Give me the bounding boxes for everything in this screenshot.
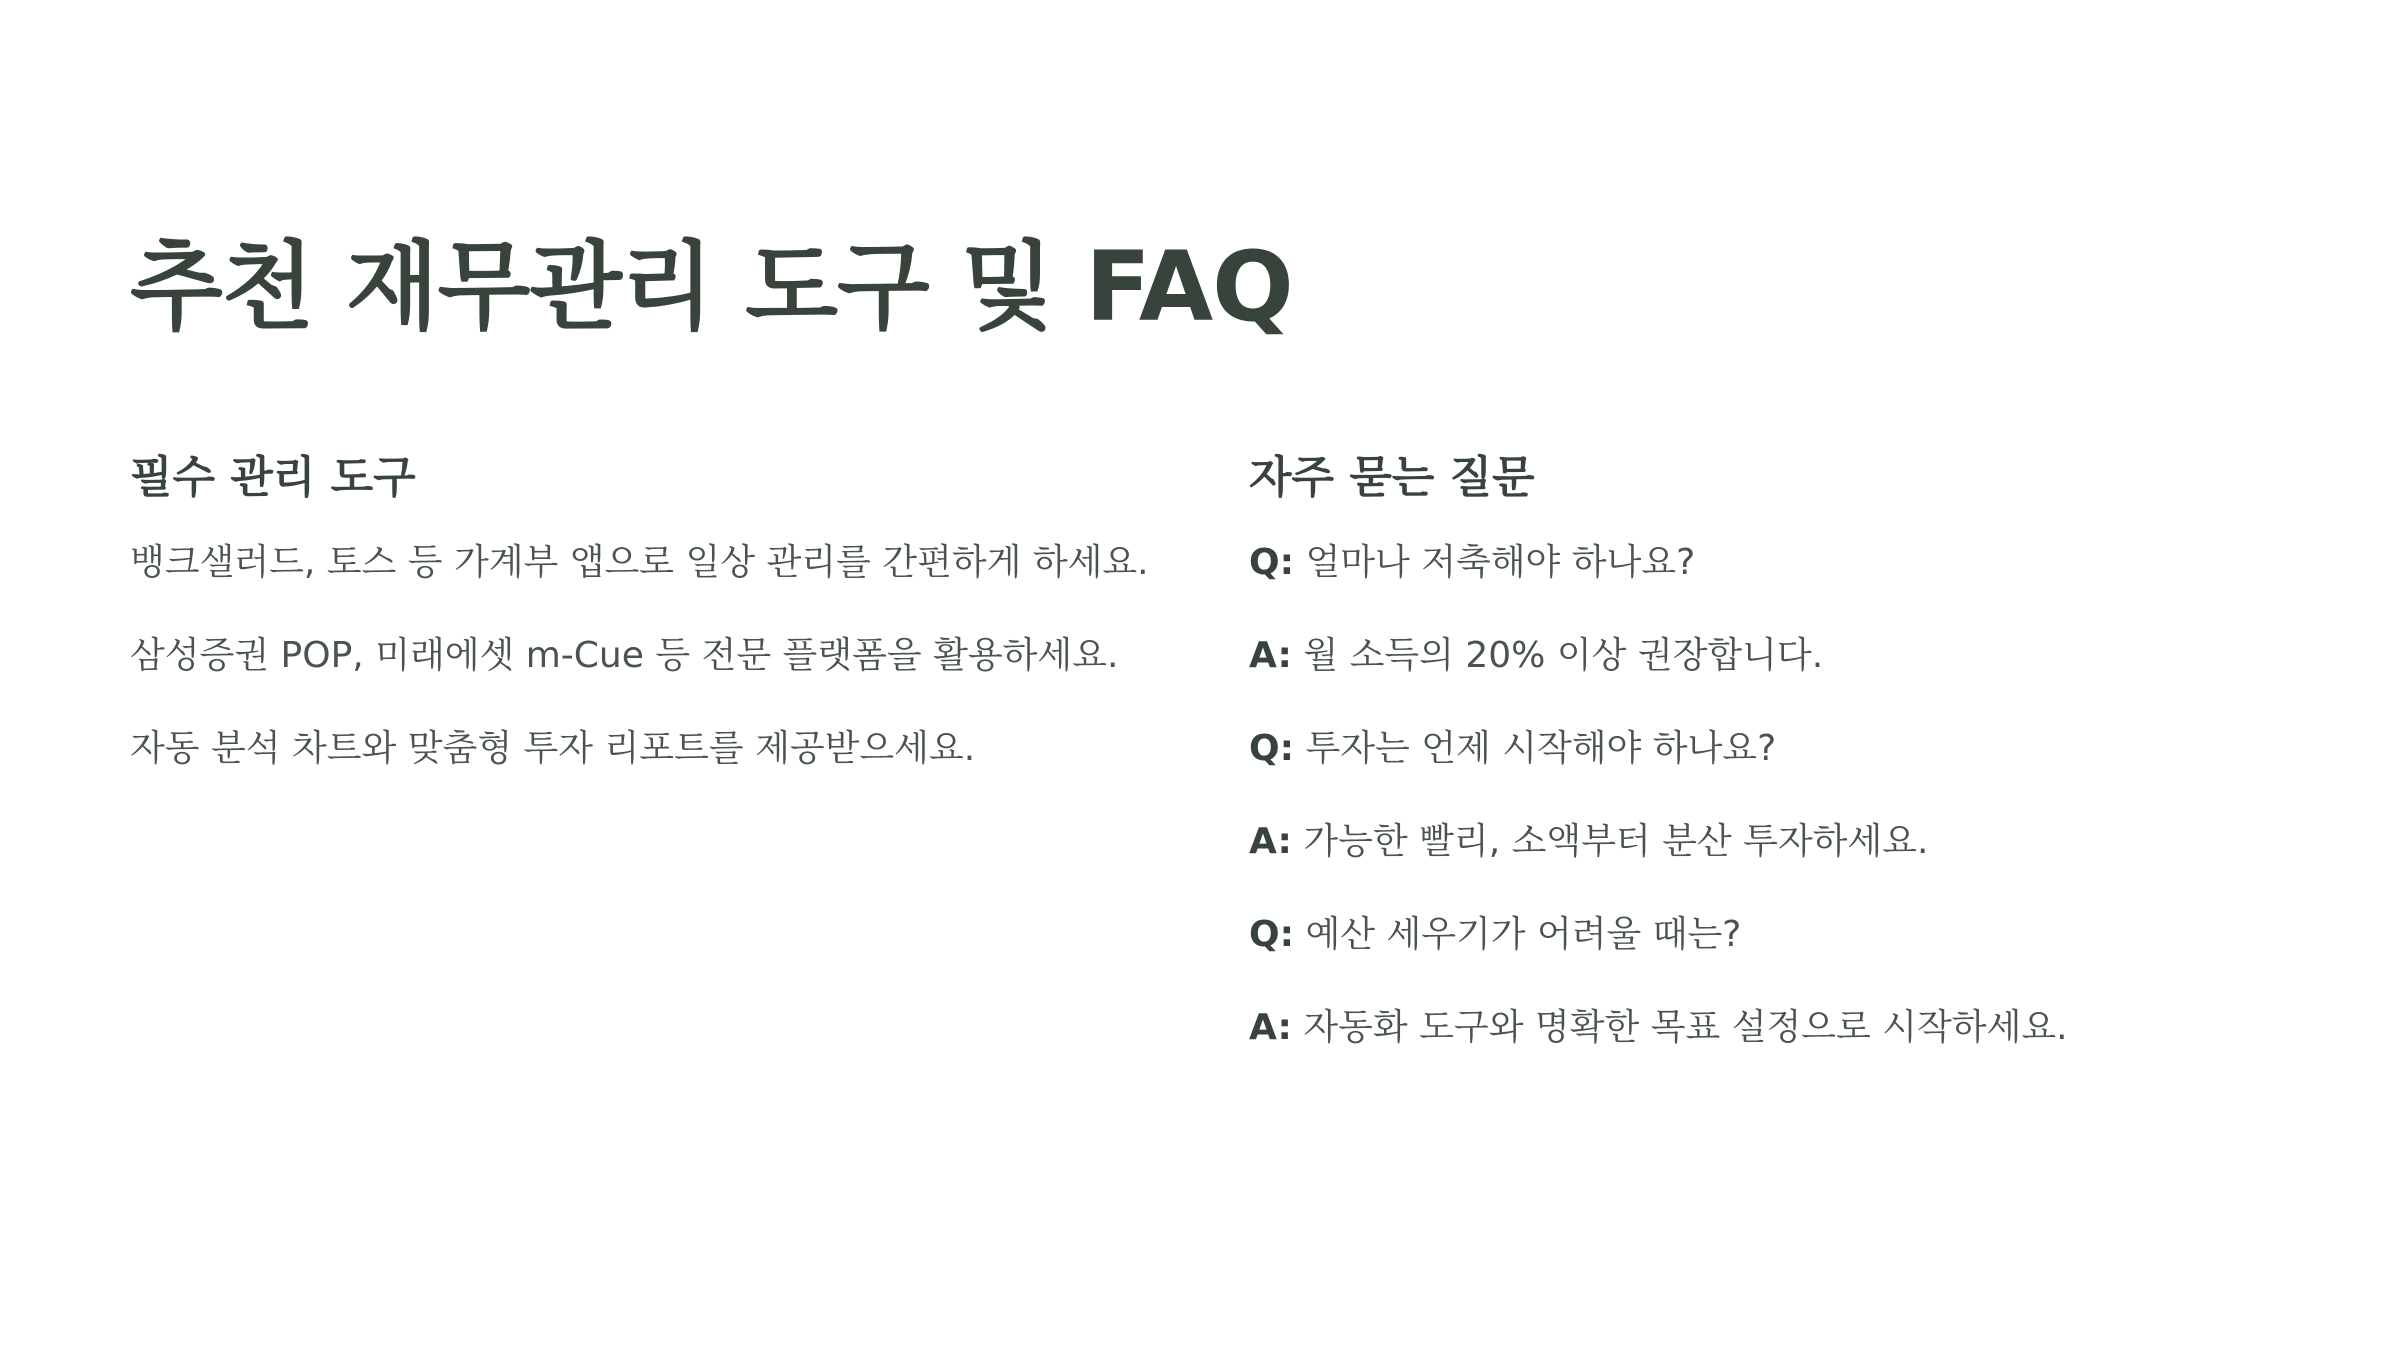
faq-answer <box>1249 1003 2329 1096</box>
faq-answer <box>1249 817 2329 910</box>
question-text: 투자는 언제 시작해야 하나요? <box>1294 728 1777 769</box>
answer-prefix: A: <box>1249 821 1292 862</box>
question-prefix: Q: <box>1249 728 1294 769</box>
faq-answer <box>1249 631 2329 724</box>
answer-text: 자동화 도구와 명확한 목표 설정으로 시작하세요. <box>1291 1007 2068 1048</box>
tools-section <box>130 448 1210 817</box>
faq-list <box>1249 538 2329 1096</box>
tools-heading: 필수 관리 도구 <box>130 452 416 503</box>
answer-text: 가능한 빨리, 소액부터 분산 투자하세요. <box>1291 821 1929 862</box>
faq-question <box>1249 538 2329 631</box>
answer-text: 월 소득의 20% 이상 권장합니다. <box>1291 635 1824 676</box>
question-prefix: Q: <box>1249 542 1294 583</box>
tool-item: 자동 분석 차트와 맞춤형 투자 리포트를 제공받으세요. <box>130 728 976 769</box>
faq-question <box>1249 910 2329 1003</box>
faq-section <box>1249 448 2329 1096</box>
tool-item: 뱅크샐러드, 토스 등 가계부 앱으로 일상 관리를 간편하게 하세요. <box>130 542 1149 583</box>
question-text: 얼마나 저축해야 하나요? <box>1294 542 1696 583</box>
question-text: 예산 세우기가 어려울 때는? <box>1294 914 1742 955</box>
slide-title: 추천 재무관리 도구 및 FAQ <box>130 231 1293 343</box>
tools-list <box>130 538 1210 817</box>
question-prefix: Q: <box>1249 914 1294 955</box>
tool-item: 삼성증권 POP, 미래에셋 m-Cue 등 전문 플랫폼을 활용하세요. <box>130 635 1119 676</box>
answer-prefix: A: <box>1249 635 1292 676</box>
faq-heading: 자주 묻는 질문 <box>1249 452 1535 503</box>
faq-question <box>1249 724 2329 817</box>
answer-prefix: A: <box>1249 1007 1292 1048</box>
